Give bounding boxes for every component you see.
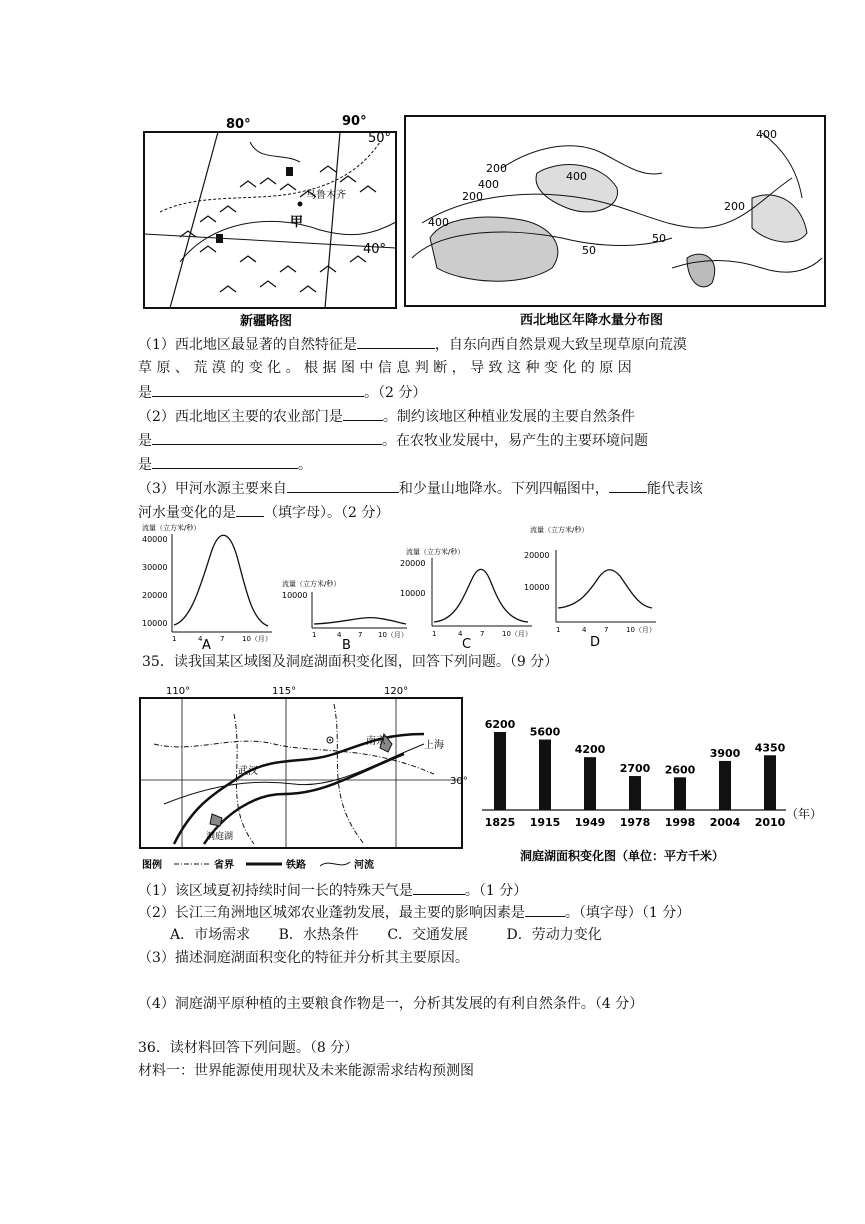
x-tick: 1 [556,626,561,634]
lat-30-label: 30° [450,776,468,787]
y-tick: 20000 [142,591,168,600]
x-tick: 4 [458,630,463,638]
chart-title: 洞庭湖面积变化图（单位：平方千米） [520,849,725,863]
answer-blank[interactable] [152,454,298,469]
wuhan-label: 武汉 [238,766,258,777]
urumqi-label: 乌鲁木齐 [306,190,346,201]
bar [719,761,731,810]
x-tick: 1 [432,630,437,638]
y-axis-label: 流量（立方米/秒） [406,548,465,556]
y-tick: 10000 [142,619,168,628]
q35-options [170,925,602,945]
y-tick: 10000 [282,591,308,600]
hydrograph-D [524,522,664,650]
y-tick: 20000 [400,559,426,568]
shanghai-label: 上海 [424,740,444,751]
answer-blank[interactable] [357,334,435,349]
q35-title: 35．读我国某区域图及洞庭湖面积变化图，回答下列问题。（9 分） [142,654,559,670]
q35-q3: （3）描述洞庭湖面积变化的特征并分析其主要原因。 [138,950,469,966]
option-letter: B [342,638,351,650]
bar-value-label: 5600 [529,725,561,739]
x-tick: 4 [198,635,203,643]
option-letter: D [590,635,601,650]
q34-line4: （2）西北地区主要的农业部门是 。制约该地区种植业发展的主要自然条件 [138,406,635,427]
x-tick: 7 [220,635,225,643]
q34-line2: 草 原 、 荒 漠 的 变 化 。 根 据 图 中 信 息 判 断 ， 导 致 这 种 变 化 的 原 因 [138,360,632,376]
dongting-label: 洞庭湖 [206,832,234,842]
nanjing-label: 南京 [366,736,386,747]
precipitation-map [402,108,830,334]
dongting-area-chart [472,706,828,870]
isoline-label: 200 [724,200,745,213]
q34-line7: （3）甲河水源主要来自 和少量山地降水。下列四幅图中， 能代表该 [138,478,703,499]
bar [584,757,596,810]
x-unit-label: （年） [786,807,823,821]
category-label: 2010 [754,816,786,829]
isoline-label: 400 [756,128,777,141]
answer-blank[interactable] [236,502,264,517]
q34-line1: （1）西北地区最显著的自然特征是 ，自东向西自然景观大致呈现草原向荒漠 [138,334,687,355]
bar-value-label: 4350 [754,741,786,755]
bar [539,740,551,810]
option-c: C．交通发展 [387,927,469,943]
category-label: 1949 [574,816,606,829]
flow-curve [174,535,268,626]
category-label: 1825 [484,816,516,829]
y-tick: 10000 [524,583,550,592]
bar-value-label: 4200 [574,743,606,757]
q36-title: 36．读材料回答下列问题。（8 分） [138,1040,359,1056]
legend-title: 图例 [142,860,162,871]
answer-blank[interactable] [152,382,364,397]
bar [674,777,686,810]
hydrograph-A [142,520,277,650]
y-axis-label: 流量（立方米/秒） [530,526,589,534]
bar [764,755,776,810]
option-d: D．劳动力变化 [506,927,602,943]
x-tick: 7 [604,626,609,634]
category-label: 1998 [664,816,696,829]
answer-blank[interactable] [152,430,382,445]
isoline-label: 50 [652,232,666,245]
isoline-label: 200 [462,190,483,203]
bar-value-label: 3900 [709,746,741,760]
river-jia-label: 甲 [290,215,304,230]
bar-value-label: 2700 [619,762,651,776]
y-axis-label: 流量（立方米/秒） [142,524,201,532]
category-label: 2004 [709,816,741,829]
bar [494,732,506,810]
q34-line5: 是 。在农牧业发展中，易产生的主要环境问题 [138,430,648,451]
y-tick: 20000 [524,551,550,560]
map2-caption: 西北地区年降水量分布图 [520,313,664,328]
isoline-label: 400 [478,178,499,191]
option-letter: A [202,638,211,650]
isoline-label: 200 [486,162,507,175]
lon-80-label: 80° [226,117,251,132]
q35-q2: （2）长江三角洲地区城郊农业蓬勃发展，最主要的影响因素是 。（填字母）（1 分） [138,902,690,923]
y-tick: 30000 [142,563,168,572]
lon-120-label: 120° [384,686,409,697]
isoline-label: 400 [428,216,449,229]
option-b: B．水热条件 [278,927,359,943]
x-tick: 7 [358,631,363,639]
x-tick: 1 [312,631,317,639]
x-tick: 7 [480,630,485,638]
lon-110-label: 110° [166,686,191,697]
q34-line6: 是 。 [138,454,312,475]
q34-line8: 河水量变化的是 （填字母）。（2 分） [138,502,389,523]
answer-blank[interactable] [343,406,383,421]
x-tick: 10（月） [378,631,408,639]
x-tick: 10（月） [626,626,656,634]
q35-q1: （1）该区域夏初持续时间一长的特殊天气是 。（1 分） [138,880,527,901]
bar-value-label: 2600 [664,763,696,777]
hydrograph-B [282,578,412,650]
answer-blank[interactable] [413,880,465,895]
legend-boundary: 省界 [214,860,234,871]
lat-50-label: 50° [368,131,392,146]
bar [629,776,641,810]
map1-caption: 新疆略图 [240,314,293,329]
flow-curve [434,569,528,622]
x-tick: 10（月） [502,630,532,638]
y-tick: 40000 [142,535,168,544]
x-tick: 4 [337,631,342,639]
answer-blank[interactable] [525,902,565,917]
lon-90-label: 90° [342,114,367,129]
lon-115-label: 115° [272,686,297,697]
isoline-label: 400 [566,170,587,183]
region-map [134,684,474,874]
x-tick: 4 [582,626,587,634]
category-label: 1915 [529,816,561,829]
flow-curve [314,618,406,624]
answer-blank[interactable] [609,478,647,493]
hydrograph-C [400,544,540,650]
legend-river: 河流 [354,860,374,871]
lat-40-label: 40° [363,242,387,257]
answer-blank[interactable] [287,478,399,493]
legend-railway: 铁路 [286,860,306,871]
x-tick: 1 [172,635,177,643]
y-tick: 10000 [400,589,426,598]
isoline-label: 50 [582,244,596,257]
q35-q4: （4）洞庭湖平原种植的主要粮食作物是一，分析其发展的有利自然条件。（4 分） [138,996,644,1012]
bar-value-label: 6200 [484,718,516,731]
category-label: 1978 [619,816,651,829]
xinjiang-map [140,112,400,332]
option-letter: C [462,637,472,650]
flow-curve [558,570,652,608]
x-tick: 10（月） [242,635,272,643]
option-a: A．市场需求 [170,927,251,943]
q34-line3: 是 。（2 分） [138,382,426,403]
y-axis-label: 流量（立方米/秒） [282,580,341,588]
q36-material1: 材料一：世界能源使用现状及未来能源需求结构预测图 [138,1063,474,1079]
